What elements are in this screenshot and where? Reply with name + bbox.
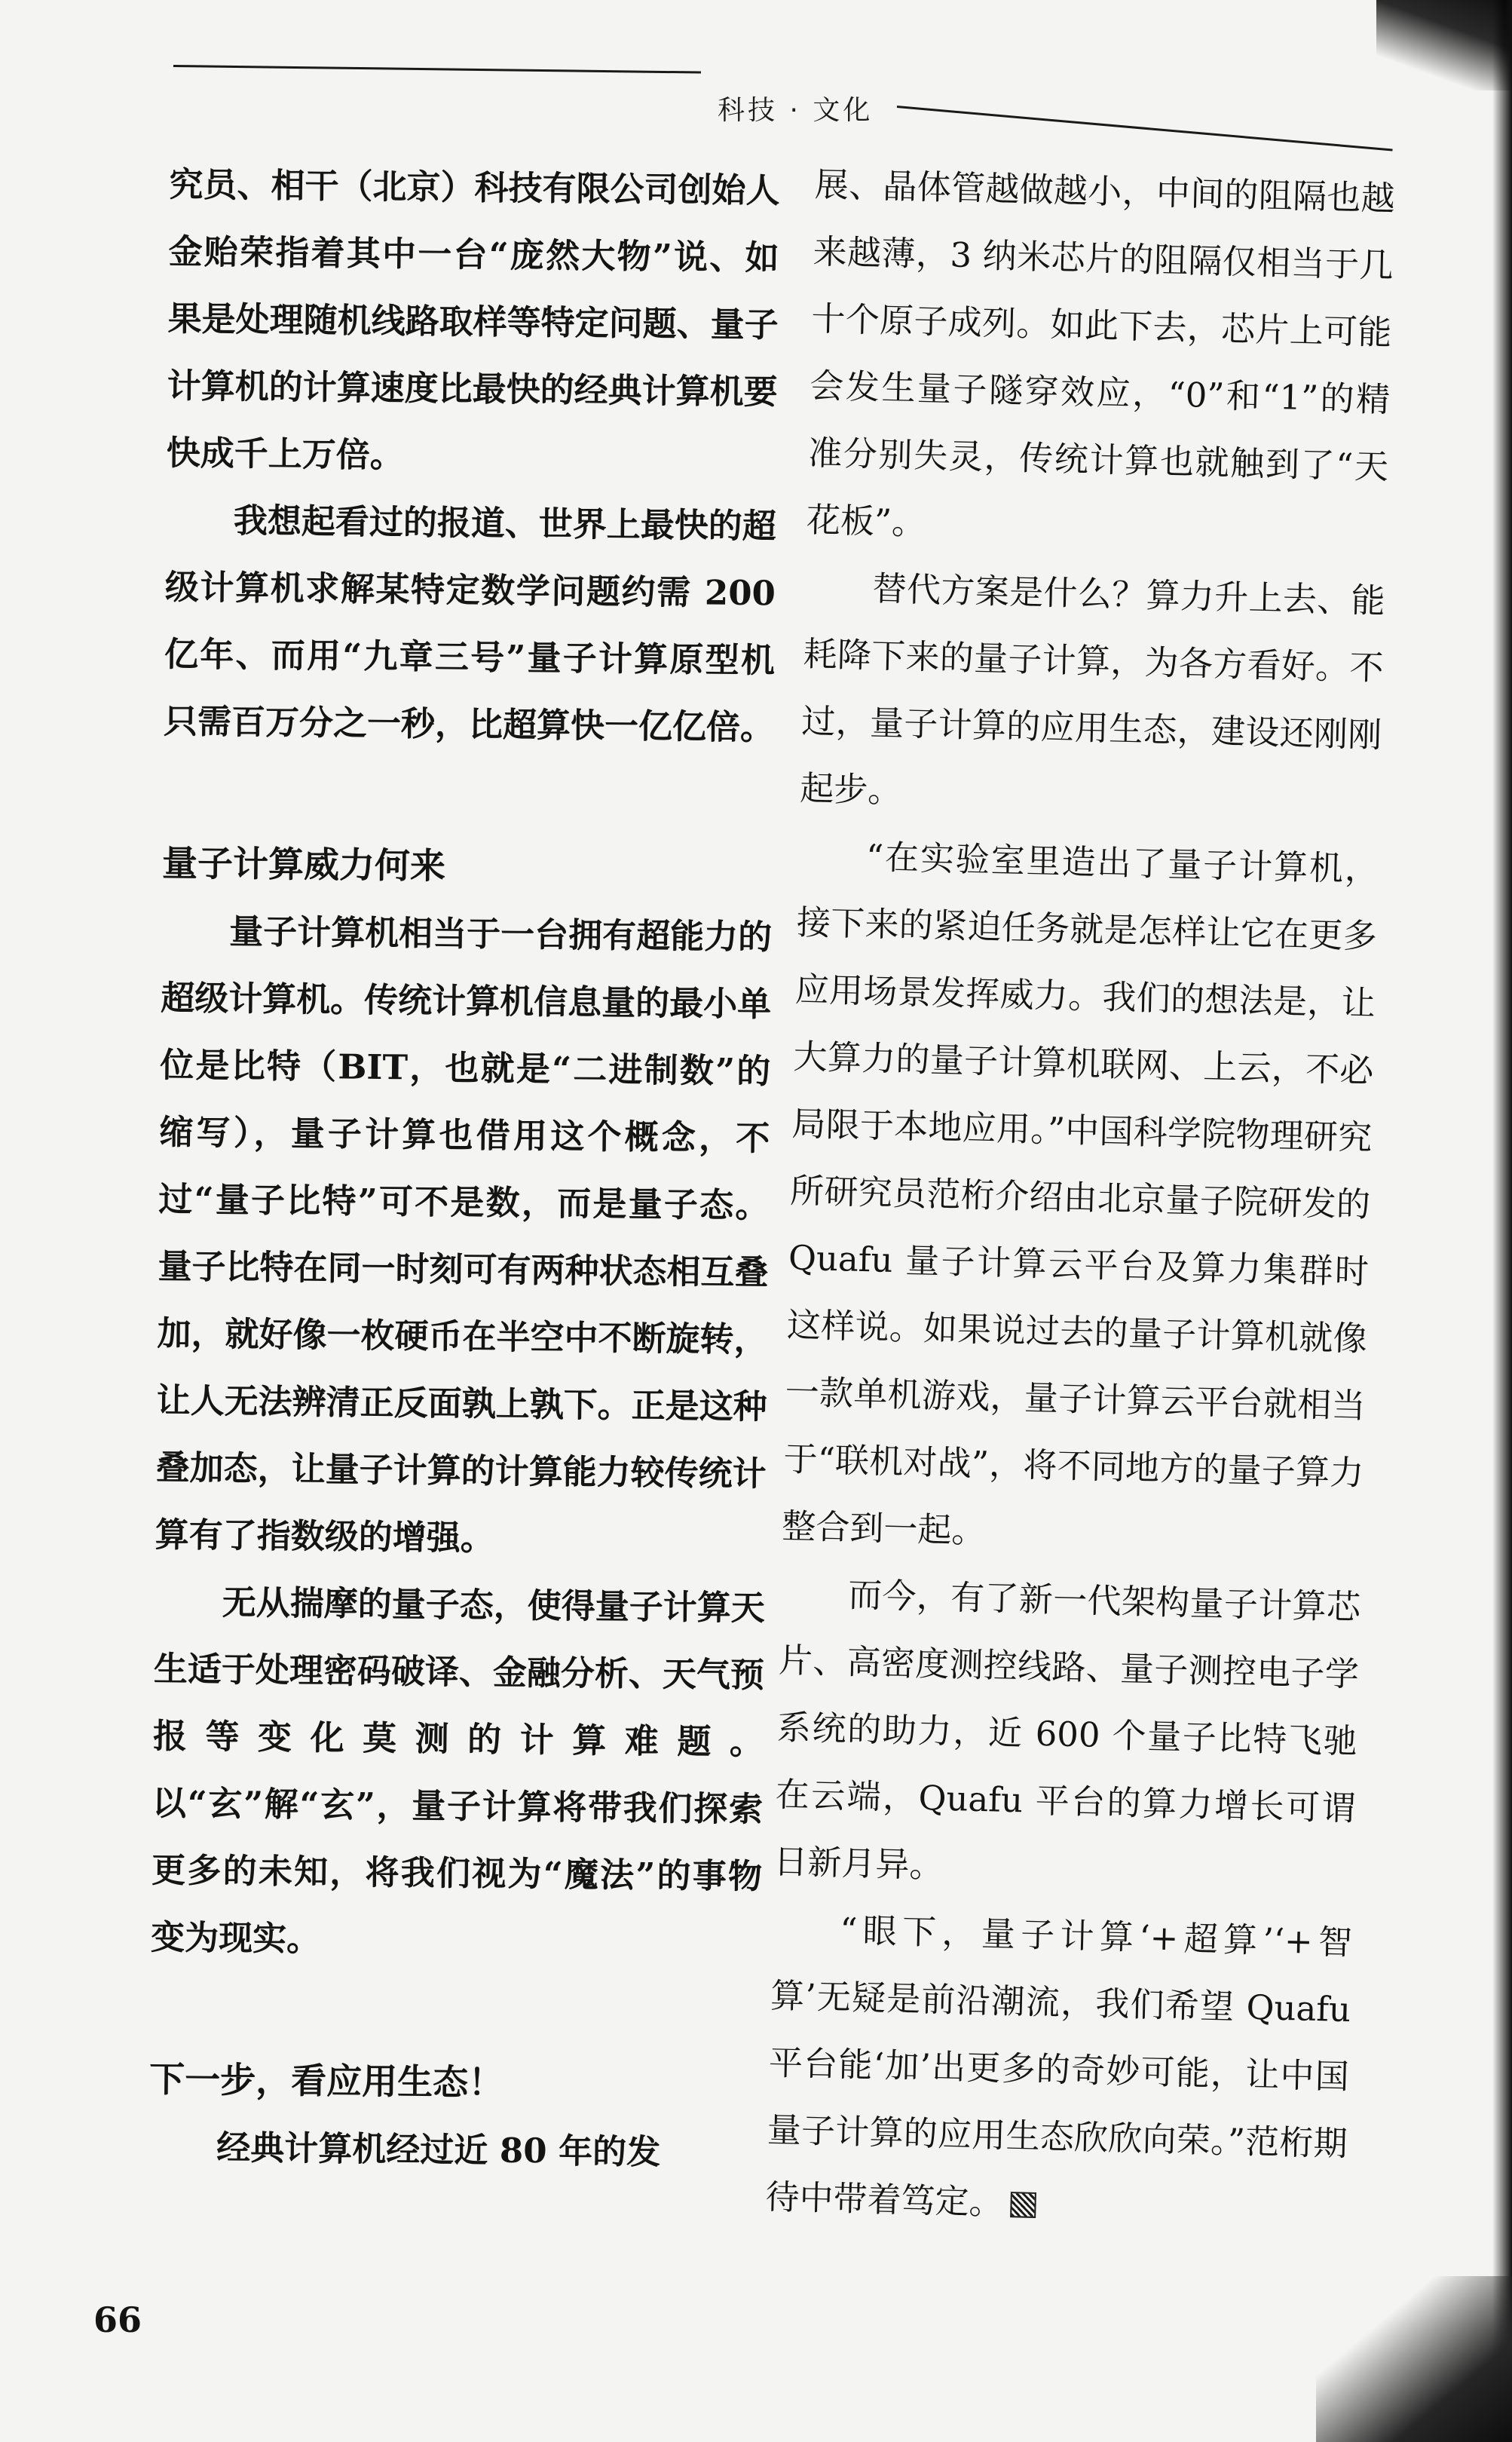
right-column	[765, 151, 1396, 2244]
paragraph: 究员、相干（北京）科技有限公司创始人金贻荣指着其中一台“庞然大物”说、如果是处理随机线路取样等特定问题、量子计算机的计算速度比最快的经典计算机要快成千上万倍。	[166, 164, 780, 476]
header-rule-left	[173, 65, 701, 74]
paragraph: 无从揣摩的量子态，使得量子计算天生适于处理密码破译、金融分析、天气预报等变化莫测的计算难题。以“玄”解“玄”，量子计算将带我们探索更多的未知，将我们视为“魔法”的事物变为现实。	[150, 1582, 766, 1959]
paragraph: 我想起看过的报道、世界上最快的超级计算机求解某特定数学问题约需 200 亿年、而用“九章三号”量子计算原型机只需百万分之一秒，比超算快一亿亿倍。	[163, 500, 777, 748]
paragraph: 而今，有了新一代架构量子计算芯片、高密度测控线路、量子测控电子学系统的助力，近 600 个量子比特飞驰在云端，Quafu 平台的算力增长可谓日新月异。	[773, 1574, 1361, 1886]
paragraph: 替代方案是什么？算力升上去、能耗降下来的量子计算，为各方看好。不过，量子计算的应用生态，建设还刚刚起步。	[799, 568, 1386, 811]
paragraph	[765, 1895, 1354, 2244]
paragraph: 经典计算机经过近 80 年的发	[216, 2127, 661, 2172]
section-heading: 下一步，看应用生态！	[148, 2058, 504, 2104]
paragraph: 展、晶体管越做越小，中间的阻隔也越来越薄，3 纳米芯片的阻隔仅相当于几十个原子成列。如此下去，芯片上可能会发生量子隧穿效应，“0”和“1”的精准分别失灵，传统计算也就触到了“天花板”。	[806, 164, 1396, 543]
section-heading: 量子计算威力何来	[161, 842, 446, 887]
paragraph: “在实验室里造出了量子计算机，接下来的紧迫任务就是怎样让它在更多应用场景发挥威力。我们的想法是，让大算力的量子计算机联网、上云，不必局限于本地应用。”中国科学院物理研究所研究员范桁介绍由北京量子院研发的 Quafu 量子计算云平台及算力集群时这样说。如果说过去的量子计算机就像一款单机游戏，量子计算云平台就相当于“联机对战”，将不同地方的量子算力整合到一起。	[781, 836, 1379, 1552]
header-rule-right	[897, 106, 1393, 152]
scan-shadow-bottom	[1316, 2276, 1512, 2442]
paragraph-text: “眼下，量子计算‘+超算’‘+智算’无疑是前沿潮流，我们希望 Quafu 平台能‘加’出更多的奇妙可能，让中国量子计算的应用生态欣欣向荣。”范桁期待中带着笃定。	[765, 1910, 1353, 2223]
page-number: 66	[93, 2300, 142, 2340]
scan-shadow-top	[1376, 0, 1512, 90]
scan-shadow-right	[1492, 0, 1512, 2442]
left-column	[148, 151, 780, 2186]
running-head: 科技 · 文化	[718, 95, 874, 126]
paragraph: 量子计算机相当于一台拥有超能力的超级计算机。传统计算机信息量的最小单位是比特（BIT，也就是“二进制数”的缩写），量子计算也借用这个概念，不过“量子比特”可不是数，而是量子态。量子比特在同一时刻可有两种状态相互叠加，就好像一枚硬币在半空中不断旋转，让人无法辨清正反面孰上孰下。正是这种叠加态，让量子计算的计算能力较传统计算有了指数级的增强。	[155, 911, 773, 1558]
end-mark-icon	[1010, 2192, 1036, 2218]
